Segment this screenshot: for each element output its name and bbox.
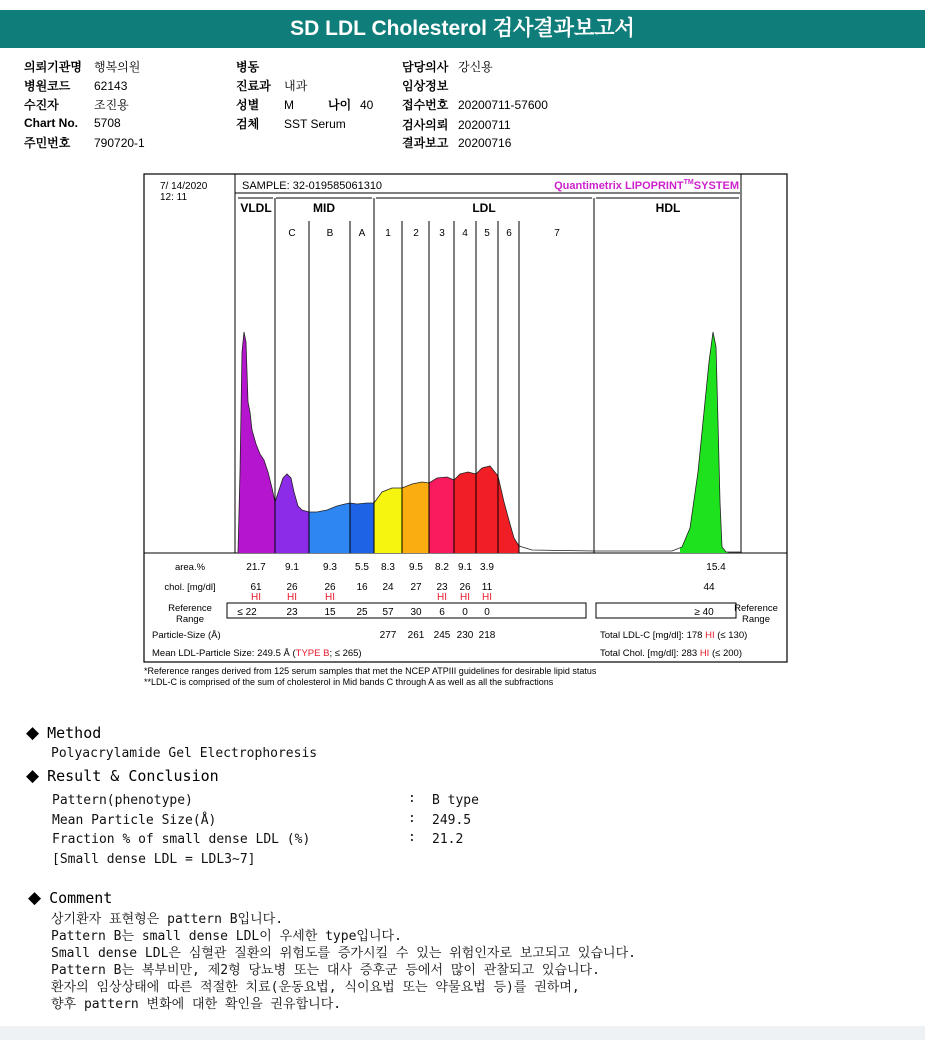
lipoprint-report bbox=[142, 172, 792, 692]
chol-cell: 16 bbox=[356, 582, 368, 593]
report-date: 7/ 14/2020 bbox=[160, 181, 208, 192]
method-heading: ◆ Method bbox=[26, 723, 102, 743]
result-heading: ◆ Result & Conclusion bbox=[26, 766, 219, 786]
ref-cell: 0 bbox=[484, 607, 490, 618]
info-specimen: 검체 SST Serum bbox=[236, 117, 346, 131]
chol-cell: 26 bbox=[459, 582, 471, 593]
row-area-label: area.% bbox=[174, 562, 206, 573]
info-resident-no: 주민번호 790720-1 bbox=[24, 136, 145, 150]
result-label-fraction: Fraction % of small dense LDL (%) bbox=[52, 832, 311, 847]
hdl-ref: ≥ 40 bbox=[694, 607, 714, 618]
comment-line-3: Small dense LDL은 심혈관 질환의 위험도를 증가시킬 수 있는 위험인자로 보고되고 있습니다. bbox=[51, 946, 636, 961]
footnote-1: *Reference ranges derived from 125 serum samples that met the NCEP ATPIII guidelines for desirable lipid status bbox=[144, 666, 597, 676]
hi-flag: HI bbox=[287, 592, 297, 603]
result-value-size: 249.5 bbox=[432, 813, 472, 828]
info-receipt-no: 접수번호 20200711-57600 bbox=[402, 98, 548, 112]
info-patient-name: 수진자 조진용 bbox=[24, 98, 129, 112]
result-colon-2: : bbox=[408, 811, 416, 826]
group-hdl: HDL bbox=[655, 201, 681, 215]
ref-cell: 15 bbox=[324, 607, 336, 618]
hi-flag: HI bbox=[437, 592, 447, 603]
band-label-5: 5 bbox=[484, 228, 490, 239]
area-cell: 8.3 bbox=[381, 562, 395, 573]
size-cell: 230 bbox=[456, 630, 474, 641]
result-label-pattern: Pattern(phenotype) bbox=[52, 793, 193, 808]
report-title: SD LDL Cholesterol 검사결과보고서 bbox=[0, 10, 925, 48]
comment-line-2: Pattern B는 small dense LDL이 우세한 type입니다. bbox=[51, 929, 402, 944]
band-label-6: 6 bbox=[506, 228, 512, 239]
diamond-icon: ◆ bbox=[26, 766, 40, 786]
chol-cell: 26 bbox=[324, 582, 336, 593]
ref-cell: ≤ 22 bbox=[237, 607, 257, 618]
curve-band-ldl3 bbox=[429, 477, 454, 553]
ref-cell: 30 bbox=[410, 607, 422, 618]
ref-cell: 57 bbox=[382, 607, 394, 618]
comment-line-5: 환자의 임상상태에 따른 적절한 치료(운동요법, 식이요법 또는 약물요법 등)를 권하며, bbox=[51, 980, 580, 995]
comment-heading: ◆ Comment bbox=[28, 888, 113, 908]
area-cell: 9.1 bbox=[285, 562, 299, 573]
result-value-fraction: 21.2 bbox=[432, 832, 464, 847]
diamond-icon: ◆ bbox=[26, 723, 40, 743]
ref-right-label-2: Range bbox=[742, 614, 770, 625]
result-label-size: Mean Particle Size(Å) bbox=[52, 813, 217, 828]
comment-line-6: 향후 pattern 변화에 대한 확인을 권유합니다. bbox=[51, 997, 342, 1012]
band-label-b: B bbox=[326, 228, 334, 239]
area-cell: 9.1 bbox=[458, 562, 472, 573]
comment-line-1: 상기환자 표현형은 pattern B입니다. bbox=[51, 912, 284, 927]
footnote-2: **LDL-C is comprised of the sum of cholesterol in Mid bands C through A as well as all the subfractions bbox=[144, 677, 554, 687]
group-vldl: VLDL bbox=[240, 201, 272, 215]
info-department: 진료과 내과 bbox=[236, 79, 308, 93]
ref-cell: 23 bbox=[286, 607, 298, 618]
info-ward: 병동 bbox=[236, 60, 260, 74]
ref-cell: 0 bbox=[462, 607, 468, 618]
hdl-chol: 44 bbox=[703, 582, 715, 593]
size-cell: 245 bbox=[433, 630, 451, 641]
size-cell: 218 bbox=[478, 630, 496, 641]
curve-band-ldl2 bbox=[402, 482, 429, 553]
info-request-date: 검사의뢰 20200711 bbox=[402, 118, 511, 132]
hi-flag: HI bbox=[325, 592, 335, 603]
result-value-pattern: B type bbox=[432, 793, 479, 808]
comment-line-4: Pattern B는 복부비만, 제2형 당뇨병 또는 대사 증후군 등에서 많이 관찰되고 있습니다. bbox=[51, 963, 600, 978]
info-institution: 의뢰기관명 행복의원 bbox=[24, 60, 141, 74]
info-hospital-code: 병원코드 62143 bbox=[24, 79, 128, 93]
hi-flag: HI bbox=[460, 592, 470, 603]
chol-cell: 61 bbox=[250, 582, 262, 593]
size-cell: 277 bbox=[379, 630, 397, 641]
mean-size-label: Mean LDL-Particle Size: 249.5 Å (TYPE B; ≤ 265) bbox=[152, 648, 362, 659]
area-cell: 9.5 bbox=[409, 562, 423, 573]
result-colon-1: : bbox=[408, 791, 416, 806]
ref-left-label-1: Reference bbox=[168, 603, 212, 614]
result-colon-3: : bbox=[408, 830, 416, 845]
chol-cell: 11 bbox=[481, 582, 493, 593]
chol-cell: 23 bbox=[436, 582, 448, 593]
report-time: 12: 11 bbox=[160, 192, 188, 203]
chol-cell: 27 bbox=[410, 582, 422, 593]
area-cell: 3.9 bbox=[480, 562, 494, 573]
total-ldl: Total LDL-C [mg/dl]: 178 HI (≤ 130) bbox=[600, 630, 748, 641]
ref-right-label-1: Reference bbox=[734, 603, 778, 614]
band-label-7: 7 bbox=[554, 228, 560, 239]
method-text: Polyacrylamide Gel Electrophoresis bbox=[51, 746, 318, 761]
info-chart-no: Chart No. 5708 bbox=[24, 116, 121, 130]
area-cell: 21.7 bbox=[246, 562, 266, 573]
info-sex: 성별 M bbox=[236, 98, 294, 112]
curve-band-mid-a bbox=[350, 503, 374, 553]
info-clinical: 임상정보 bbox=[402, 79, 449, 93]
hdl-area: 15.4 bbox=[706, 562, 726, 573]
particle-size-label: Particle-Size (Å) bbox=[152, 630, 221, 641]
sample-id: SAMPLE: 32-019585061310 bbox=[242, 180, 383, 192]
curve-band-ldl4 bbox=[454, 472, 476, 553]
bottom-band bbox=[0, 1026, 925, 1040]
chol-cell: 24 bbox=[382, 582, 394, 593]
band-label-3: 3 bbox=[439, 228, 445, 239]
area-cell: 8.2 bbox=[435, 562, 449, 573]
ref-cell: 6 bbox=[439, 607, 445, 618]
row-chol-label: chol. [mg/dl] bbox=[164, 582, 216, 593]
area-cell: 9.3 bbox=[323, 562, 337, 573]
chol-cell: 26 bbox=[286, 582, 298, 593]
area-cell: 5.5 bbox=[355, 562, 369, 573]
hi-flag: HI bbox=[482, 592, 492, 603]
band-label-4: 4 bbox=[462, 228, 468, 239]
band-label-a: A bbox=[358, 228, 366, 239]
ref-left-label-2: Range bbox=[176, 614, 204, 625]
info-doctor: 담당의사 강신용 bbox=[402, 60, 493, 74]
group-ldl: LDL bbox=[472, 201, 496, 215]
curve-band-ldl5 bbox=[476, 466, 498, 553]
band-label-1: 1 bbox=[385, 228, 391, 239]
info-report-date: 결과보고 20200716 bbox=[402, 136, 512, 150]
band-label-2: 2 bbox=[413, 228, 419, 239]
band-label-c: C bbox=[288, 228, 296, 239]
group-mid: MID bbox=[313, 201, 335, 215]
diamond-icon: ◆ bbox=[28, 888, 42, 908]
total-chol: Total Chol. [mg/dl]: 283 HI (≤ 200) bbox=[600, 648, 742, 659]
result-note: [Small dense LDL = LDL3~7] bbox=[52, 852, 256, 867]
hi-flag: HI bbox=[251, 592, 261, 603]
system-name: Quantimetrix LIPOPRINT™SYSTEM bbox=[554, 179, 739, 192]
info-age: 나이 40 bbox=[328, 98, 374, 112]
size-cell: 261 bbox=[407, 630, 425, 641]
ref-cell: 25 bbox=[356, 607, 368, 618]
